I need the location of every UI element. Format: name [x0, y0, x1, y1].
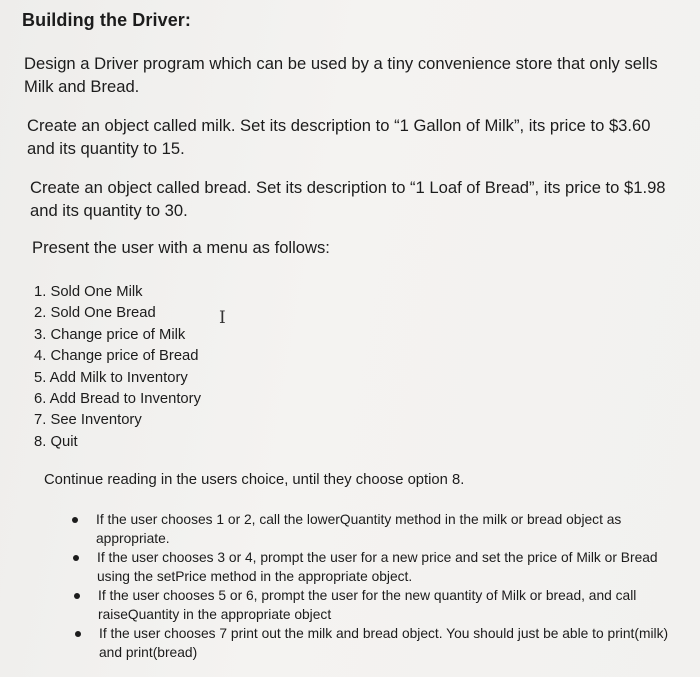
bullet-icon [72, 517, 78, 523]
menu-item: 5. Add Milk to Inventory [34, 369, 188, 386]
intro-paragraph: Design a Driver program which can be used by a tiny convenience store that only sells Milk and Bread. [24, 54, 658, 96]
list-item [73, 624, 680, 662]
bullet-icon [74, 593, 80, 599]
page-title: Building the Driver: [22, 10, 192, 30]
text-cursor-icon: I [219, 308, 226, 328]
menu-item: 3. Change price of Milk [34, 326, 186, 343]
menu-item: 1. Sold One Milk [34, 284, 143, 300]
menu-item: 8. Quit [34, 433, 78, 450]
bullet-icon [75, 631, 81, 637]
menu-item: 7. See Inventory [34, 412, 142, 429]
list-item [71, 548, 680, 586]
bullet-text: If the user chooses 7 print out the milk and bread object. You should just be able to print(milk) and print(bread) [99, 626, 669, 660]
menu-item: 6. Add Bread to Inventory [34, 391, 201, 408]
list-item [72, 586, 680, 624]
bullet-text: If the user chooses 1 or 2, call the lowerQuantity method in the milk or bread object as appropriate. [96, 512, 622, 546]
bullet-list [70, 510, 680, 662]
continue-paragraph: Continue reading in the users choice, until they choose option 8. [44, 472, 465, 488]
menu-list [34, 282, 201, 453]
menu-intro-paragraph: Present the user with a menu as follows: [32, 238, 330, 257]
bullet-text: If the user chooses 3 or 4, prompt the user for a new price and set the price of Milk or Bread using the setPrice method in the appropriate object. [97, 550, 658, 584]
bread-paragraph: Create an object called bread. Set its description to “1 Loaf of Bread”, its price to $1.98 and its quantity to 30. [30, 178, 666, 220]
menu-item: 2. Sold One Bread [34, 305, 156, 322]
menu-item: 4. Change price of Bread [34, 348, 199, 365]
milk-paragraph: Create an object called milk. Set its description to “1 Gallon of Milk”, its price to $3.60 and its quantity to 15. [27, 116, 651, 158]
bullet-icon [73, 555, 79, 561]
bullet-text: If the user chooses 5 or 6, prompt the user for the new quantity of Milk or bread, and call raiseQuantity in the appropriate object [98, 588, 637, 622]
list-item [70, 510, 680, 548]
